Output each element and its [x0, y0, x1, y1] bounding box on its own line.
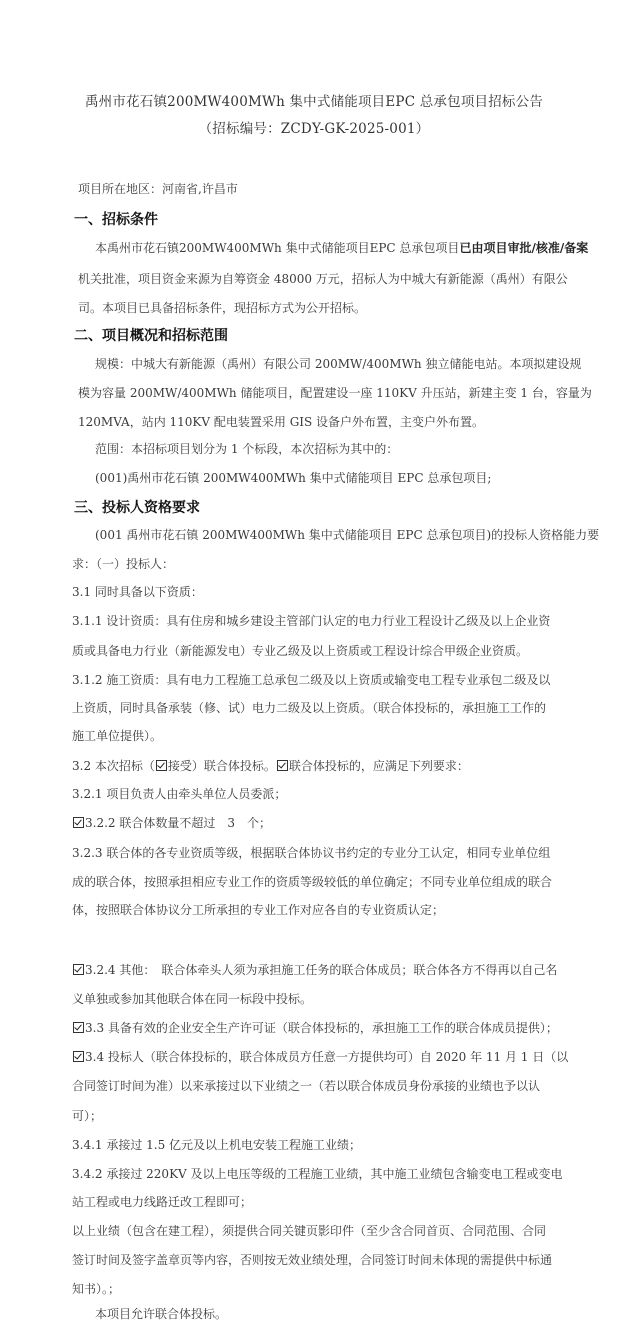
tender-number: （招标编号：ZCDY-GK-2025-001） — [198, 121, 430, 137]
paragraph-line — [72, 1049, 592, 1065]
paragraph-text: 3.3 具备有效的企业安全生产许可证（联合体投标的，承担施工工作的联合体成员提供）； — [85, 1021, 558, 1035]
paragraph-line: 以上业绩（包含在建工程），须提供合同关键页影印件（至少含合同首页、合同范围、合同 — [72, 1224, 547, 1238]
paragraph-line: 120MVA，站内 110KV 配电装置采用 GIS 设备户外布置，主变户外布置。 — [78, 415, 485, 429]
paragraph-text: 3.2 本次招标（ — [72, 759, 155, 773]
paragraph-text: 3.4 投标人（联合体投标的，联合体成员方任意一方提供均可）自 2020 年 11 月 1 日（以 — [85, 1050, 569, 1064]
paragraph-line: 范围：本招标项目划分为 1 个标段，本次招标为其中的： — [95, 442, 399, 456]
section-heading-tender-conditions: 一、招标条件 — [74, 212, 158, 228]
paragraph-line — [72, 815, 592, 831]
checkbox-checked-icon — [73, 1051, 84, 1062]
paragraph-line: 司。本项目已具备招标条件，现招标方式为公开招标。 — [78, 301, 367, 315]
paragraph-line: 合同签订时间为准）以来承接过以下业绩之一（若以联合体成员身份承接的业绩也予以认 — [72, 1079, 541, 1093]
paragraph-line — [72, 758, 592, 774]
paragraph-line: 站工程或电力线路迁改工程即可； — [72, 1195, 253, 1209]
paragraph-line: 施工单位提供）。 — [72, 729, 163, 743]
paragraph-line: 3.4.2 承接过 220KV 及以上电压等级的工程施工业绩，其中施工业绩包含输变电工程或变电 — [72, 1167, 563, 1181]
paragraph-line — [72, 962, 592, 978]
paragraph-line: 知书）。； — [72, 1282, 121, 1296]
document-title: 禹州市花石镇200MW400MWh 集中式储能项目EPC 总承包项目招标公告 — [84, 94, 544, 110]
paragraph-line: 3.2.3 联合体的各专业资质等级，根据联合体协议书约定的专业分工认定，相同专业单位组 — [72, 846, 551, 860]
paragraph-line: 3.1.1 设计资质：具有住房和城乡建设主管部门认定的电力行业工程设计乙级及以上企业资 — [72, 614, 551, 628]
paragraph-line: 本项目允许联合体投标。 — [95, 1307, 228, 1321]
paragraph-line — [95, 240, 615, 256]
paragraph-line: (001 禹州市花石镇 200MW400MWh 集中式储能项目 EPC 总承包项目)的投标人资格能力要 — [95, 528, 600, 542]
paragraph-line: 规模：中城大有新能源（禹州）有限公司 200MW/400MWh 独立储能电站。本项拟建设规 — [95, 357, 582, 371]
paragraph-text: 接受）联合体投标。 — [167, 759, 276, 773]
paragraph-line: 3.4.1 承接过 1.5 亿元及以上机电安装工程施工业绩； — [72, 1138, 362, 1152]
paragraph-line: 体，按照联合体协议分工所承担的专业工作对应各自的专业资质认定； — [72, 903, 445, 917]
paragraph-line: 上资质，同时具备承装（修、试）电力二级及以上资质。（联合体投标的，承担施工工作的 — [72, 701, 547, 715]
paragraph-line: 求：（一）投标人： — [72, 557, 175, 571]
project-location: 项目所在地区：河南省,许昌市 — [78, 182, 238, 196]
checkbox-checked-icon — [156, 760, 167, 771]
paragraph-text: 3.2.4 其他： 联合体牵头人须为承担施工任务的联合体成员；联合体各方不得再以自己名 — [85, 963, 558, 977]
checkbox-checked-icon — [73, 1022, 84, 1033]
approval-status-text: 已由项目审批/核准/备案 — [459, 241, 589, 255]
paragraph-line: 3.2.1 项目负责人由牵头单位人员委派； — [72, 787, 287, 801]
checkbox-checked-icon — [277, 760, 288, 771]
paragraph-line: (001)禹州市花石镇 200MW400MWh 集中式储能项目 EPC 总承包项目; — [95, 471, 492, 485]
checkbox-checked-icon — [73, 817, 84, 828]
section-heading-project-overview: 二、项目概况和招标范围 — [74, 328, 228, 344]
paragraph-line: 成的联合体，按照承担相应专业工作的资质等级较低的单位确定；不同专业单位组成的联合 — [72, 875, 553, 889]
section-heading-bidder-qualifications: 三、投标人资格要求 — [74, 500, 200, 516]
paragraph-line: 3.1.2 施工资质：具有电力工程施工总承包二级及以上资质或输变电工程专业承包二级及以 — [72, 673, 551, 687]
checkbox-checked-icon — [73, 964, 84, 975]
paragraph-text: 3.2.2 联合体数量不超过 3 个； — [85, 816, 271, 830]
paragraph-line: 签订时间及签字盖章页等内容，否则按无效业绩处理，合同签订时间未体现的需提供中标通 — [72, 1253, 553, 1267]
paragraph-line: 机关批准，项目资金来源为自筹资金 48000 万元，招标人为中城大有新能源（禹州）有限公 — [78, 272, 568, 286]
paragraph-line: 质或具备电力行业（新能源发电）专业乙级及以上资质或工程设计综合甲级企业资质。 — [72, 644, 529, 658]
paragraph-line: 可）； — [72, 1109, 103, 1123]
paragraph-line: 3.1 同时具备以下资质： — [72, 585, 203, 599]
paragraph-text: 本禹州市花石镇200MW400MWh 集中式储能项目EPC 总承包项目 — [95, 241, 460, 255]
paragraph-text: 联合体投标的，应满足下列要求： — [288, 759, 469, 773]
paragraph-line: 模为容量 200MW/400MWh 储能项目，配置建设一座 110KV 升压站，新建主变 1 台，容量为 — [78, 386, 592, 400]
paragraph-line — [72, 1020, 592, 1036]
paragraph-line: 义单独或参加其他联合体在同一标段中投标。 — [72, 992, 313, 1006]
